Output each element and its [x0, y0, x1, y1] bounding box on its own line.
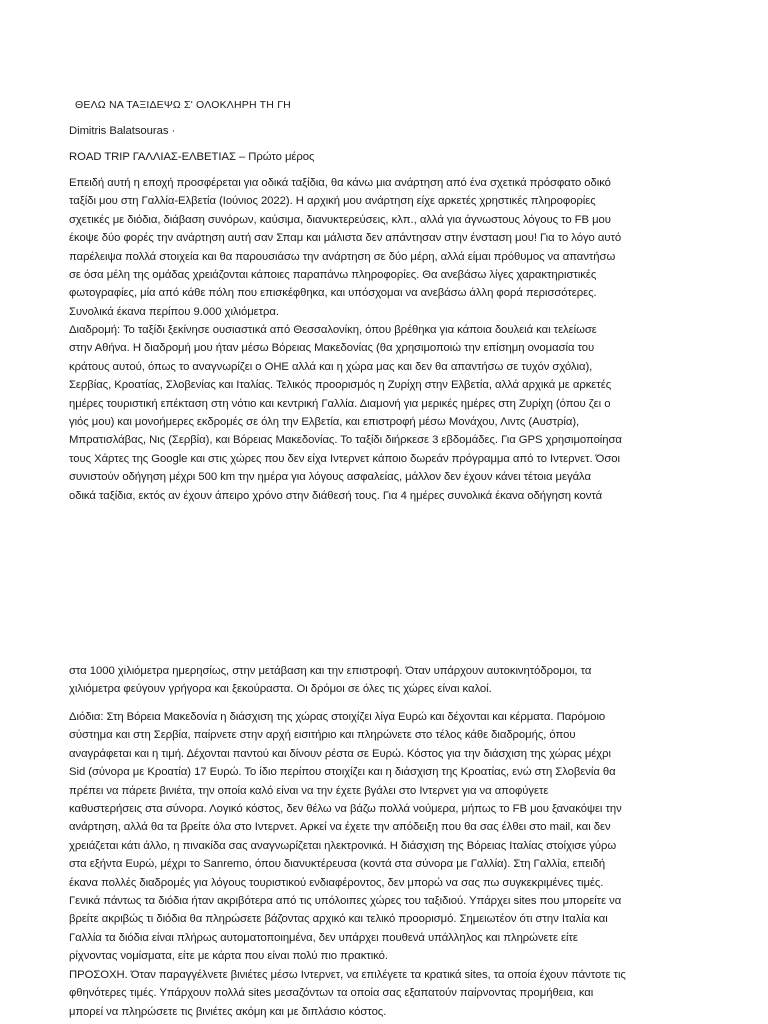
- paragraph-route-continued: στα 1000 χιλιόμετρα ημερησίως, στην μετάβαση και την επιστροφή. Όταν υπάρχουν αυτοκινητόδρομοι, τα χιλιόμετρα φεύγουν γρήγορα και ξεκούραστα. Οι δρόμοι σε όλες τις χώρες είναι καλοί.: [69, 665, 592, 696]
- paragraph-route: Διαδρομή: Το ταξίδι ξεκίνησε ουσιαστικά από Θεσσαλονίκη, όπου βρέθηκα για κάποια δουλειά και τελείωσε στην Αθήνα. Η διαδρομή μου ήταν μέσω Βόρειας Μακεδονίας (θα χρησιμοποιώ την επίσημη ονομασία του κράτους αυτού, όπως το αναγνωρίζει ο ΟΗΕ αλλά και η χώρα μας και δεν θα απαντήσω σε τυχόν σχόλια), Σερβίας, Κροατίας, Σλοβενίας και Ιταλίας. Τελικός προορισμός η Ζυρίχη στην Ελβετία, αλλά αρχικά με αρκετές ημέρες τουριστική επέκταση στη νότιο και κεντρική Γαλλία. Διαμονή για μερικές ημέρες στη Ζυρίχη (όπου ζει ο γιός μου) και μονοήμερες εκδρομές σε όλη την Ελβετία, και επιστροφή μέσω Μονάχου, Λιντς (Αυστρία), Μπρατισλάβας, Νις (Σερβία), και Βόρειας Μακεδονίας. Το ταξίδι διήρκεσε 3 εβδομάδες. Για GPS χρησιμοποίησα τους Χάρτες της Google και στις χώρες που δεν είχα Ιντερνετ κάποιο δωρεάν πρόγραμμα από το Ιντερνετ. Όσοι συνιστούν οδήγηση μέχρι 500 km την ημέρα για λόγους ασφαλείας, μάλλον δεν έχουν κάνει τέτοια μεγάλα οδικά ταξίδια, εκτός αν έχουν άπειρο χρόνο στην διάθεσή τους. Για 4 ημέρες συνολικά έκανα οδήγηση κοντά: [69, 324, 622, 502]
- paragraph-warning: ΠΡΟΣΟΧΗ. Όταν παραγγέλνετε βινιέτες μέσω Ιντερνετ, να επιλέγετε τα κρατικά sites, τα οποία έχουν πάντοτε τις φθηνότερες τιμές. Υπάρχουν πολλά sites μεσαζόντων τα οποία σας εξαπατούν παίρνοντας προμήθεια, και μπορεί να πληρώσετε τις βινιέτες ακόμη και με διπλάσιο κόστος.: [69, 969, 626, 1018]
- page-title: ΘΕΛΩ ΝΑ ΤΑΞΙΔΕΨΩ Σ' ΟΛΟΚΛΗΡΗ ΤΗ ΓΗ: [75, 99, 291, 111]
- section-heading: ROAD TRIP ΓΑΛΛΙΑΣ-ΕΛΒΕΤΙΑΣ – Πρώτο μέρος: [69, 151, 315, 163]
- paragraph-intro: Επειδή αυτή η εποχή προσφέρεται για οδικά ταξίδια, θα κάνω μια ανάρτηση από ένα σχετικά πρόσφατο οδικό ταξίδι μου στη Γαλλία-Ελβετία (Ιούνιος 2022). Η αρχική μου ανάρτηση είχε αρκετές χρηστικές πληροφορίες σχετικές με διόδια, διάβαση συνόρων, καύσιμα, διανυκτερεύσεις, κλπ., αλλά για άγνωστους λόγους το FB μου έκοψε δύο φορές την ανάρτηση αυτή σαν Σπαμ και μάλιστα δεν απάντησαν στην ένσταση μου! Για το λόγο αυτό παρέλειψα πολλά στοιχεία και θα παρουσιάσω την ανάρτηση σε δύο μέρη, αλλά είμαι πρόθυμος να απαντήσω σε όσα μέλη της ομάδας χρειάζονται κάποιες παραπάνω πληροφορίες. Θα ανεβάσω λίγες χαρακτηριστικές φωτογραφίες, μία από κάθε πόλη που επισκέφθηκα, και υπόσχομαι να ανεβάσω άλλη φορά περισσότερες. Συνολικά έκανα περίπου 9.000 χιλιόμετρα.: [69, 177, 622, 318]
- author-name: Dimitris Balatsouras ·: [69, 125, 176, 137]
- paragraph-tolls: Διόδια: Στη Βόρεια Μακεδονία η διάσχιση της χώρας στοιχίζει λίγα Ευρώ και δέχονται και κέρματα. Παρόμοιο σύστημα και στη Σερβία, παίρνετε στην αρχή εισιτήριο και πληρώνετε στο τέλος κάθε διαδρομής, όπου αναγράφεται και η τιμή. Δέχονται παντού και δίνουν ρέστα σε Ευρώ. Κόστος για την διάσχιση της χώρας μέχρι Sid (σύνορα με Κροατία) 17 Ευρώ. Το ίδιο περίπου στοιχίζει και η διάσχιση της Κροατίας, ενώ στη Σλοβενία θα πρέπει να πάρετε βινιέτα, την οποία καλό είναι να την έχετε βγάλει στο Ιντερνετ για να αποφύγετε καθυστερήσεις στα σύνορα. Λογικό κόστος, δεν θέλω να βάζω πολλά νούμερα, μήπως το FB μου ξανακόψει την ανάρτηση, αλλά θα τα βρείτε όλα στο Ιντερνετ. Αρκεί να έχετε την απόδειξη που θα σας έλθει στο mail, και δεν χρειάζεται κάτι άλλο, η πινακίδα σας αναγνωρίζεται ηλεκτρονικά. Η διάσχιση της Βόρειας Ιταλίας στοίχισε γύρω στα εξήντα Ευρώ, μέχρι το Sanremo, όπου διανυκτέρευσα (κοντά στα σύνορα με Γαλλία). Στη Γαλλία, επειδή έκανα πολλές διαδρομές για λόγους τουριστικού ενδιαφέροντος, δεν μπορώ να σας πω συγκεκριμένες τιμές. Γενικά πάντως τα διόδια ήταν ακριβότερα από τις υπόλοιπες χώρες του ταξιδιού. Υπάρχει sites που μπορείτε να βρείτε ακριβώς τι διόδια θα πληρώσετε βάζοντας αρχικό και τελικό προορισμό. Σημειωτέον ότι στην Ιταλία και Γαλλία τα διόδια είναι πλήρως αυτοματοποιημένα, δεν υπάρχει πουθενά υπάλληλος και πληρώνετε είτε ρίχνοντας νομίσματα, είτε με κάρτα που είναι πολύ πιο πρακτικό.: [69, 711, 622, 963]
